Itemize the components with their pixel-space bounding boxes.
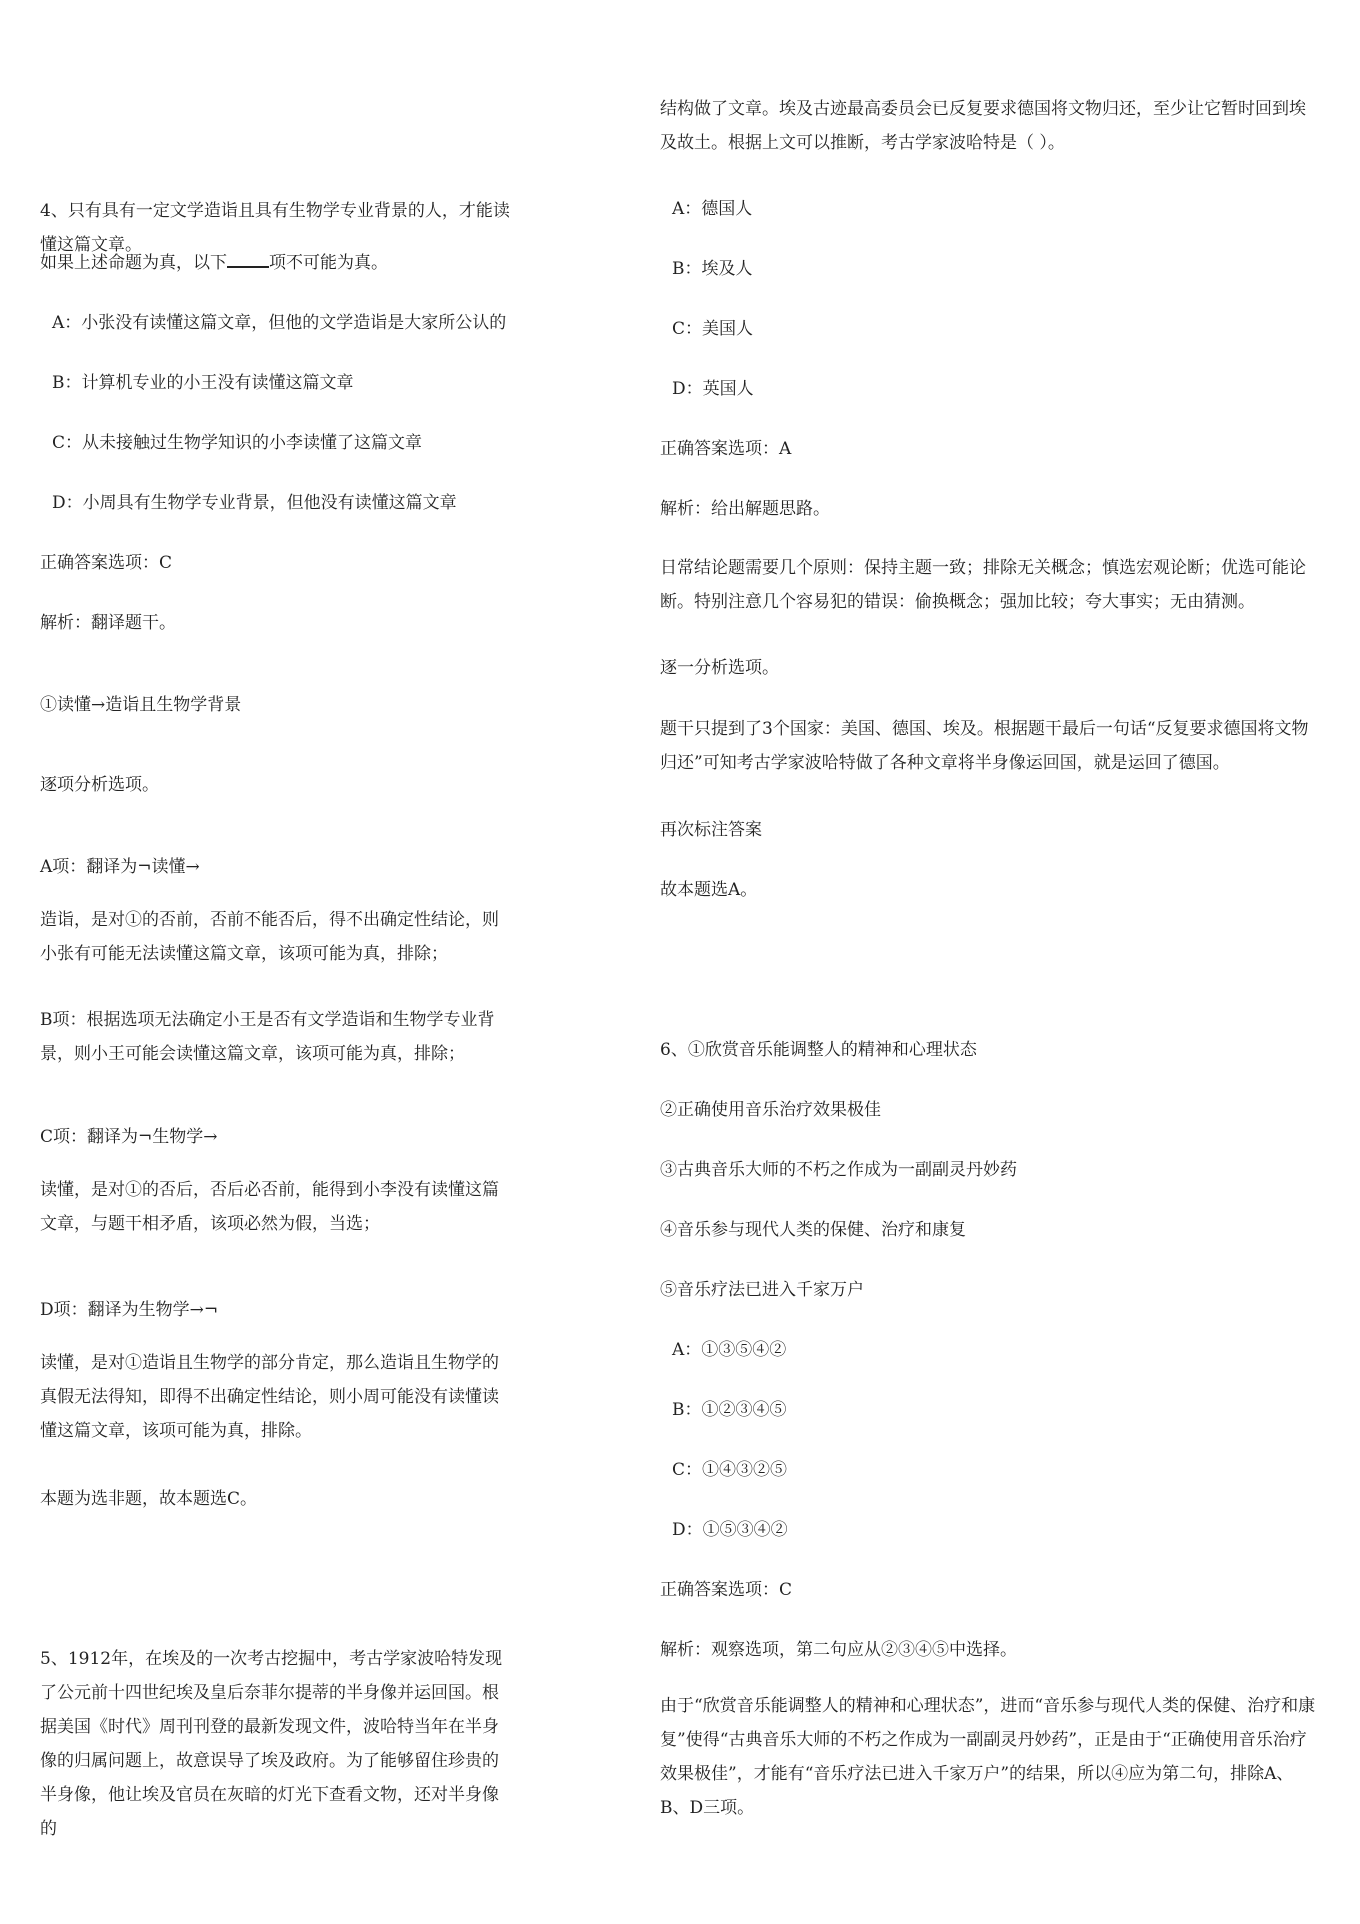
- q4-explanation-2: 逐项分析选项。: [40, 775, 159, 795]
- q5-stem-continued: 结构做了文章。埃及古迹最高委员会已反复要求德国将文物归还，至少让它暂时回到埃及故土。根据上文可以推断，考古学家波哈特是（ ）。: [660, 99, 1306, 153]
- q4-explanation-head: 解析：翻译题干。: [40, 613, 176, 633]
- q6-explanation-head: 解析：观察选项，第二句应从②③④⑤中选择。: [660, 1640, 1017, 1660]
- q6-explanation-1: 由于“欣赏音乐能调整人的精神和心理状态”，进而“音乐参与现代人类的保健、治疗和康复”使得“古典音乐大师的不朽之作成为一副副灵丹妙药”，正是由于“正确使用音乐治疗效果极佳”，才能有“音乐疗法已进入千家万户”的结果，所以④应为第二句，排除A、B、D三项。: [660, 1696, 1316, 1818]
- q5-answer: 正确答案选项：A: [660, 439, 792, 459]
- q4-explanation-9: 读懂，是对①造诣且生物学的部分肯定，那么造诣且生物学的真假无法得知，即得不出确定性结论，则小周可能没有读懂读懂这篇文章，该项可能为真，排除。: [40, 1353, 499, 1441]
- q6-option-c: C：①④③②⑤: [672, 1460, 788, 1480]
- q5-explanation-3: 题干只提到了3个国家：美国、德国、埃及。根据题干最后一句话“反复要求德国将文物归还”可知考古学家波哈特做了各种文章将半身像运回国，就是运回了德国。: [660, 719, 1309, 773]
- q4-stem: 4、只有具有一定文学造诣且具有生物学专业背景的人，才能读懂这篇文章。: [40, 201, 510, 255]
- q4-option-a: A：小张没有读懂这篇文章，但他的文学造诣是大家所公认的: [52, 313, 507, 333]
- q5-explanation-1: 日常结论题需要几个原则：保持主题一致；排除无关概念；慎选宏观论断；优选可能论断。特别注意几个容易犯的错误：偷换概念；强加比较；夸大事实；无由猜测。: [660, 558, 1306, 612]
- q4-prompt-a: 如果上述命题为真，以下: [40, 253, 227, 273]
- q6-option-b: B：①②③④⑤: [672, 1400, 787, 1420]
- q5-option-c: C：美国人: [672, 319, 754, 339]
- q5-explanation-head: 解析：给出解题思路。: [660, 499, 830, 519]
- q4-explanation-7: 读懂，是对①的否后，否后必否前，能得到小李没有读懂这篇文章，与题干相矛盾，该项必然为假，当选；: [40, 1180, 499, 1234]
- q6-option-d: D：①⑤③④②: [672, 1520, 788, 1540]
- q4-explanation-10: 本题为选非题，故本题选C。: [40, 1489, 258, 1509]
- q4-explanation-4: 造诣，是对①的否前，否前不能否后，得不出确定性结论，则小张有可能无法读懂这篇文章，该项可能为真，排除；: [40, 910, 499, 964]
- q4-option-d: D：小周具有生物学专业背景，但他没有读懂这篇文章: [52, 493, 457, 513]
- q4-explanation-6: C项：翻译为¬生物学→: [40, 1127, 218, 1147]
- q4-explanation-5: B项：根据选项无法确定小王是否有文学造诣和生物学专业背景，则小王可能会读懂这篇文章，该项可能为真，排除；: [40, 1010, 495, 1064]
- q4-option-b: B：计算机专业的小王没有读懂这篇文章: [52, 373, 354, 393]
- q4-explanation-1: ①读懂→造诣且生物学背景: [40, 695, 242, 715]
- q5-option-a: A：德国人: [672, 199, 753, 219]
- q6-sentence-5: ⑤音乐疗法已进入千家万户: [660, 1280, 864, 1300]
- q6-sentence-4: ④音乐参与现代人类的保健、治疗和康复: [660, 1220, 966, 1240]
- q4-option-c: C：从未接触过生物学知识的小李读懂了这篇文章: [52, 433, 423, 453]
- q4-prompt-b: 项不可能为真。: [269, 253, 388, 273]
- q6-stem: 6、①欣赏音乐能调整人的精神和心理状态: [660, 1040, 977, 1060]
- answer-blank: [227, 250, 269, 268]
- q5-stem: 5、1912年，在埃及的一次考古挖掘中，考古学家波哈特发现了公元前十四世纪埃及皇后奈菲尔提蒂的半身像并运回国。根据美国《时代》周刊刊登的最新发现文件，波哈特当年在半身像的归属问题上，故意误导了埃及政府。为了能够留住珍贵的半身像，他让埃及官员在灰暗的灯光下查看文物，还对半身像的: [40, 1649, 503, 1839]
- q4-answer: 正确答案选项：C: [40, 553, 173, 573]
- q4-prompt: [40, 246, 510, 280]
- q5-explanation-2: 逐一分析选项。: [660, 658, 779, 678]
- q5-option-b: B：埃及人: [672, 259, 753, 279]
- q5-explanation-5: 故本题选A。: [660, 880, 758, 900]
- q4-explanation-8: D项：翻译为生物学→¬: [40, 1300, 219, 1320]
- q4-explanation-3: A项：翻译为¬读懂→: [40, 857, 200, 877]
- q6-answer: 正确答案选项：C: [660, 1580, 793, 1600]
- q5-option-d: D：英国人: [672, 379, 754, 399]
- q5-explanation-4: 再次标注答案: [660, 820, 762, 840]
- q6-sentence-3: ③古典音乐大师的不朽之作成为一副副灵丹妙药: [660, 1160, 1017, 1180]
- q6-option-a: A：①③⑤④②: [672, 1340, 787, 1360]
- q6-sentence-2: ②正确使用音乐治疗效果极佳: [660, 1100, 881, 1120]
